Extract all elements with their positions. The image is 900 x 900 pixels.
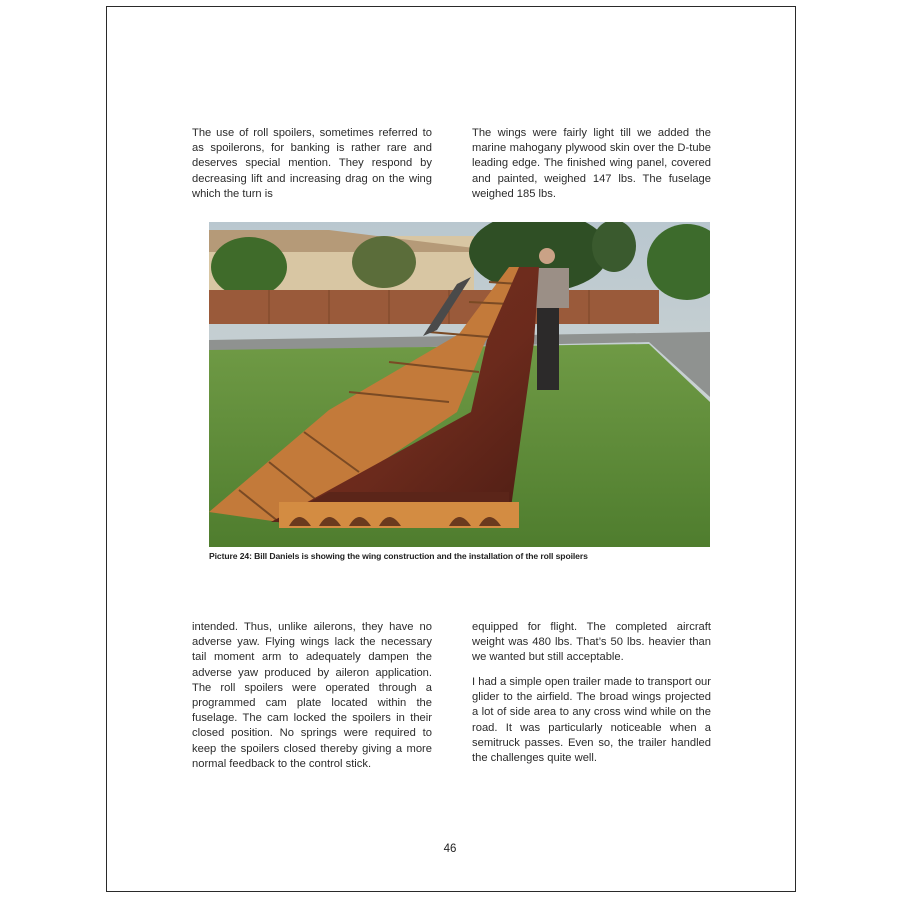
paragraph-adverse-yaw: intended. Thus, unlike ailerons, they have no adverse yaw. Flying wings lack the necessary tail moment arm to adequately dampen the adverse yaw produced by aileron application. The roll spoilers were operated through a programmed cam plate located within the fuselage. The cam locked the spoilers in their closed position. No springs were required to keep the spoilers closed thereby giving a more normal feedback to the control stick. [192,621,432,770]
paragraph-aircraft-weight: equipped for flight. The completed aircraft weight was 480 lbs. That’s 50 lbs. heavier than we wanted but still acceptable. [472,621,711,664]
page-number: 46 [443,843,457,855]
figure-caption: Picture 24: Bill Daniels is showing the wing construction and the installation of the roll spoilers [209,551,588,561]
paragraph-roll-spoilers: The use of roll spoilers, sometimes referred to as spoilerons, for banking is rather rare and deserves special mention. They respond by decreasing lift and increasing drag on the wing which the turn is [192,127,432,200]
paragraph-wing-weight: The wings were fairly light till we added the marine mahogany plywood skin over the D-tube leading edge. The finished wing panel, covered and painted, weighed 147 lbs. The fuselage weighed 185 lbs. [472,127,711,200]
wing-construction-photo [209,222,710,547]
paragraph-trailer: I had a simple open trailer made to transport our glider to the airfield. The broad wings projected a lot of side area to any cross wind while on the road. It was particularly noticeable when a semitruck passes. Even so, the trailer handled the challenges quite well. [472,676,711,765]
